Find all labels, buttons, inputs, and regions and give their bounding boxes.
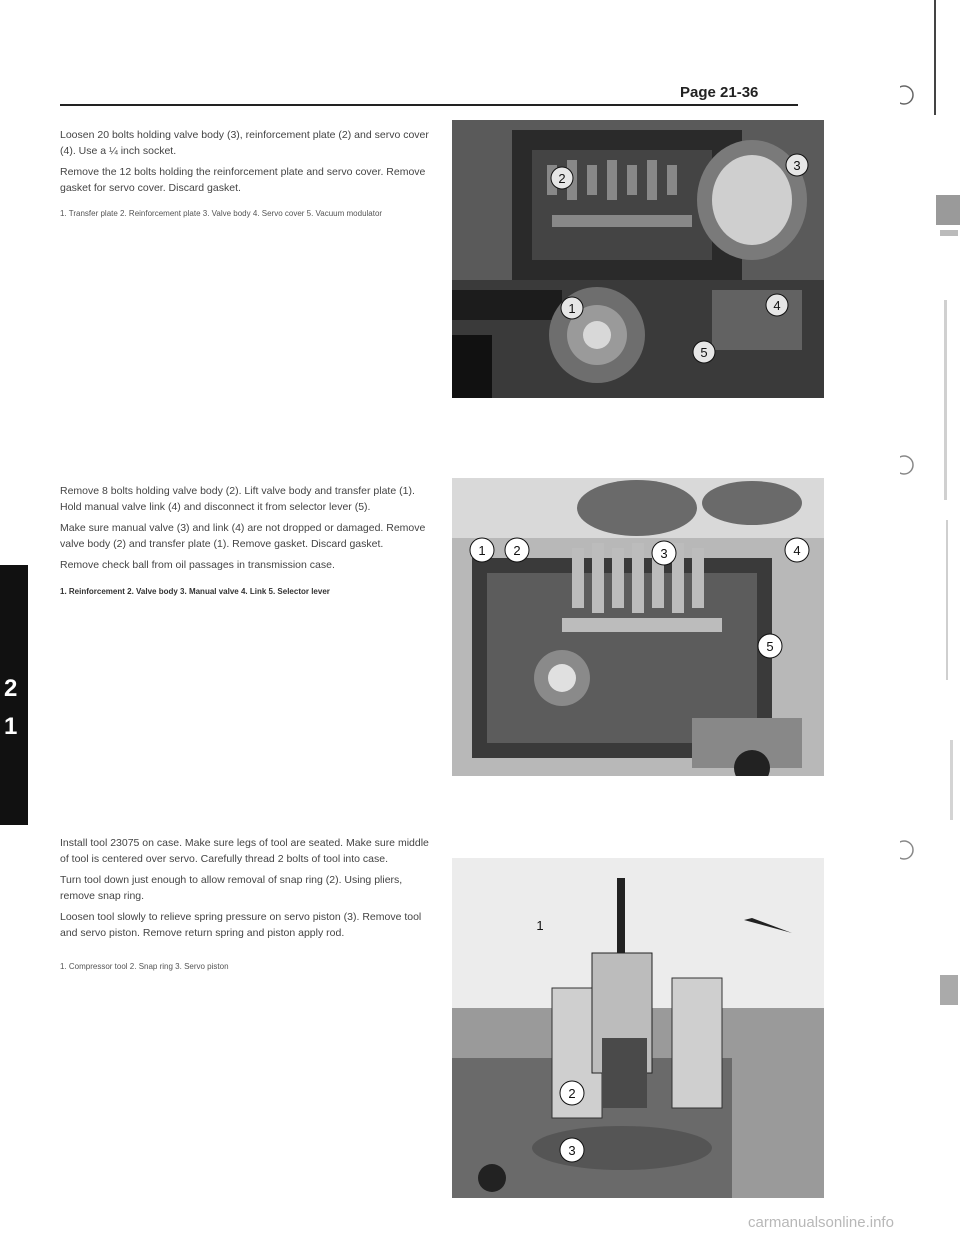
photo-servo-compressor-tool <box>452 858 824 1198</box>
callout-3: 3 <box>568 1143 576 1158</box>
section-3-caption: 1. Compressor tool 2. Snap ring 3. Servo piston <box>60 962 229 971</box>
callout-4: 4 <box>773 298 781 313</box>
callout-4: 4 <box>793 543 801 558</box>
section-3-paragraph: Loosen tool slowly to relieve spring pressure on servo piston (3). Remove tool and servo piston. Remove return spring and piston apply rod. <box>60 911 422 939</box>
callout-3: 3 <box>793 158 801 173</box>
page-number: Page 21-36 <box>680 84 759 101</box>
section-1-text <box>60 128 430 219</box>
callout-2: 2 <box>513 543 521 558</box>
section-tab <box>0 565 28 825</box>
section-3-text <box>60 836 430 972</box>
section-1-caption: 1. Transfer plate 2. Reinforcement plate 3. Valve body 4. Servo cover 5. Vacuum modulator <box>60 209 383 218</box>
section-tab-digit: 2 <box>4 675 18 702</box>
section-2-caption: 1. Reinforcement 2. Valve body 3. Manual valve 4. Link 5. Selector lever <box>60 586 330 596</box>
photo-valve-body-bolts <box>452 120 824 398</box>
callout-1: 1 <box>536 918 544 933</box>
section-2-paragraph: Remove check ball from oil passages in transmission case. <box>60 559 335 571</box>
callout-1: 1 <box>568 301 576 316</box>
section-3-paragraph: Install tool 23075 on case. Make sure legs of tool are seated. Make sure middle of tool is centered over servo. Carefully thread 2 bolts of tool into case. <box>60 837 429 865</box>
section-1-paragraph: Remove the 12 bolts holding the reinforcement plate and servo cover. Remove gasket for servo cover. Discard gasket. <box>60 166 426 194</box>
callout-3: 3 <box>660 546 668 561</box>
callout-5: 5 <box>766 639 774 654</box>
callout-5: 5 <box>700 345 708 360</box>
section-tab-digit: 1 <box>4 713 18 740</box>
callout-2: 2 <box>558 171 566 186</box>
header-rule <box>60 104 798 106</box>
callout-1: 1 <box>478 543 486 558</box>
section-2-paragraph: Make sure manual valve (3) and link (4) are not dropped or damaged. Remove valve body (2) and transfer plate (1). Remove gasket. Discard gasket. <box>60 522 426 550</box>
photo-valve-body-removal <box>452 478 824 776</box>
section-3-paragraph: Turn tool down just enough to allow removal of snap ring (2). Using pliers, remove snap ring. <box>60 874 403 902</box>
binding-edge <box>900 0 960 1242</box>
callout-2: 2 <box>568 1086 576 1101</box>
footer-watermark: carmanualsonline.info <box>748 1214 894 1231</box>
section-1-paragraph: Loosen 20 bolts holding valve body (3), reinforcement plate (2) and servo cover (4). Use a ¼ inch socket. <box>60 129 429 157</box>
section-2-text <box>60 484 430 597</box>
section-2-paragraph: Remove 8 bolts holding valve body (2). Lift valve body and transfer plate (1). Hold manual valve link (4) and disconnect it from selector lever (5). <box>60 485 415 513</box>
